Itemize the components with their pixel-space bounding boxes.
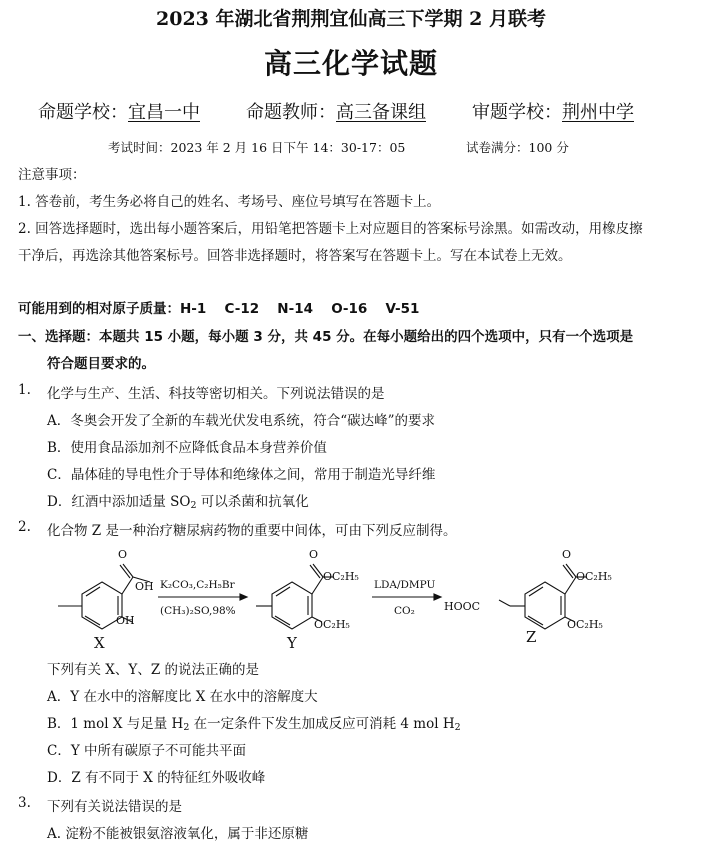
y-carbonyl-o: O	[309, 548, 319, 561]
x-acid-oh: OH	[135, 580, 154, 593]
reviewer-school-label: 审题学校：	[472, 102, 562, 123]
arrow-2-reagent-bottom: CO₂	[394, 605, 415, 617]
q1-option-d: D．红酒中添加适量 $SO_2$ 可以杀菌和抗氧化	[47, 494, 309, 511]
subject-title: 高三化学试题	[263, 47, 438, 80]
q1-option-b: B．使用食品添加剂不应降低食品本身营养价值	[47, 440, 327, 456]
x-carbonyl-o: O	[118, 548, 128, 561]
molecule-x-ring	[58, 564, 150, 629]
setter-teacher: 高三备课组	[336, 102, 426, 123]
label-x: X	[94, 634, 105, 652]
q3-stem: 下列有关说法错误的是	[47, 799, 182, 815]
q1-number: 1.	[18, 382, 31, 398]
z-ether-oc2h5: OC₂H₅	[567, 618, 603, 631]
z-carbonyl-o: O	[562, 548, 572, 561]
q2-option-b: B．1 mol X 与足量 $H_2$ 在一定条件下发生加成反应可消耗 4 mol $H_2$	[47, 716, 461, 733]
notes-item-1: 1. 答卷前，考生务必将自己的姓名、考场号、座位号填写在答题卡上。	[18, 194, 441, 210]
arrow-2-reagent-top: LDA/DMPU	[374, 579, 436, 591]
full-score: 试卷满分：100 分	[466, 140, 569, 155]
section-1-line-1: 一、选择题：本题共 15 小题，每小题 3 分，共 45 分。在每小题给出的四个选项中，只有一个选项是	[18, 329, 634, 345]
setter-school-label: 命题学校：	[38, 102, 128, 123]
q1-option-a: A．冬奥会开发了全新的车载光伏发电系统，符合“碳达峰”的要求	[47, 413, 436, 429]
z-ester-oc2h5: OC₂H₅	[576, 570, 612, 583]
q2-number: 2.	[18, 519, 31, 535]
setter-school-row	[38, 98, 200, 124]
label-z: Z	[526, 628, 537, 646]
reaction-scheme	[0, 544, 702, 656]
q1-stem: 化学与生产、生活、科技等密切相关。下列说法错误的是	[47, 386, 385, 402]
q3-number: 3.	[18, 795, 31, 811]
section-1-line-2: 符合题目要求的。	[47, 356, 155, 372]
notes-item-2-line-1: 2. 回答选择题时，选出每小题答案后，用铅笔把答题卡上对应题目的答案标号涂黑。如需改动，用橡皮擦	[18, 221, 643, 237]
q2-stem: 化合物 Z 是一种治疗糖尿病药物的重要中间体，可由下列反应制得。	[47, 523, 457, 539]
arrow-2	[372, 594, 441, 600]
q3-option-a: A. 淀粉不能被银氨溶液氧化，属于非还原糖	[47, 826, 309, 842]
y-ester-oc2h5: OC₂H₅	[323, 570, 359, 583]
notes-item-2-line-2: 干净后，再选涂其他答案标号。回答非选择题时，将答案写在答题卡上。写在本试卷上无效。	[18, 248, 572, 264]
setter-school: 宜昌一中	[128, 102, 200, 123]
q2-question: 下列有关 X、Y、Z 的说法正确的是	[47, 662, 259, 678]
setter-teacher-row	[246, 98, 426, 124]
exam-name: 2023 年湖北省荆荆宜仙高三下学期 2 月联考	[156, 8, 546, 30]
exam-time: 考试时间：2023 年 2 月 16 日下午 14：30-17：05	[108, 140, 406, 155]
q2-option-d: D．Z 有不同于 X 的特征红外吸收峰	[47, 770, 266, 786]
x-phenol-oh: OH	[116, 614, 135, 627]
arrow-1-reagent-bottom: (CH₃)₂SO,98%	[160, 605, 236, 617]
atomic-masses: 可能用到的相对原子质量：H-1 C-12 N-14 O-16 V-51	[18, 301, 420, 317]
arrow-1	[158, 594, 247, 600]
reviewer-school: 荆州中学	[562, 102, 634, 123]
setter-teacher-label: 命题教师：	[246, 102, 336, 123]
label-y: Y	[287, 634, 297, 652]
y-ether-oc2h5: OC₂H₅	[314, 618, 350, 631]
q2-option-a: A．Y 在水中的溶解度比 X 在水中的溶解度大	[47, 689, 318, 705]
z-hooc: HOOC	[444, 600, 481, 613]
notes-heading: 注意事项：	[18, 167, 86, 183]
q1-option-c: C．晶体硅的导电性介于导体和绝缘体之间，常用于制造光导纤维	[47, 467, 436, 483]
arrow-1-reagent-top: K₂CO₃,C₂H₅Br	[160, 579, 235, 591]
q2-option-c: C．Y 中所有碳原子不可能共平面	[47, 743, 247, 759]
reviewer-school-row	[472, 98, 634, 124]
